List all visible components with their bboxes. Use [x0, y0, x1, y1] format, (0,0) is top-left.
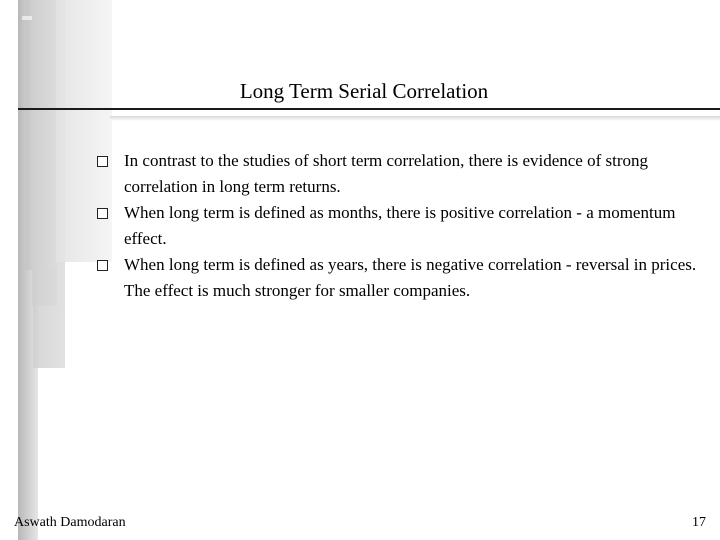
hollow-square-bullet-icon — [97, 260, 108, 271]
bullet-text: In contrast to the studies of short term correlation, there is evidence of strong correlation in long term returns. — [124, 151, 649, 196]
title-divider — [18, 108, 720, 110]
page-number: 17 — [692, 515, 706, 530]
bullet-list — [97, 148, 697, 304]
decorative-highlight — [22, 16, 32, 20]
title-divider-shadow — [110, 116, 720, 121]
author-footer: Aswath Damodaran — [14, 515, 126, 530]
bullet-text: When long term is defined as years, there is negative correlation - reversal in prices. The effect is much stronger for smaller companies. — [124, 255, 697, 300]
bullet-item — [97, 148, 697, 200]
slide-title: Long Term Serial Correlation — [239, 79, 489, 103]
hollow-square-bullet-icon — [97, 208, 108, 219]
hollow-square-bullet-icon — [97, 156, 108, 167]
bullet-item — [97, 252, 697, 304]
bullet-item — [97, 200, 697, 252]
bullet-text: When long term is defined as months, there is positive correlation - a momentum effect. — [124, 203, 676, 248]
